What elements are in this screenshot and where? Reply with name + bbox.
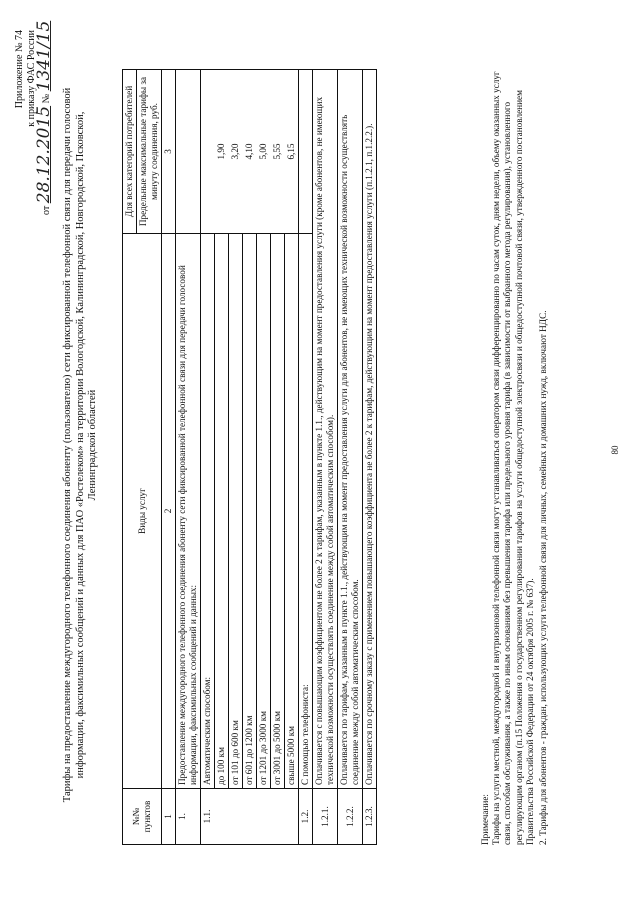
row-value (201, 70, 215, 234)
table-row (201, 70, 215, 845)
table-row (299, 70, 313, 845)
handwritten-date: 28.12.2015 (34, 105, 54, 204)
appendix-header (14, 20, 54, 215)
distance-value: 1,90 (215, 70, 229, 234)
distance-row (229, 70, 243, 845)
row-num (285, 789, 299, 845)
table-row (363, 70, 377, 845)
distance-label: от 101 до 600 км (229, 234, 243, 789)
date-prefix: от (41, 205, 52, 215)
distance-label: от 601 до 1200 км (243, 234, 257, 789)
row-num (229, 789, 243, 845)
header-service: Виды услуг (123, 234, 162, 789)
row-value (176, 70, 201, 234)
handwritten-number: 1341/15 (34, 20, 54, 92)
row-num: 1. (176, 789, 201, 845)
row-text: С помощью телефониста: (299, 234, 313, 789)
row-text: Автоматическим способом: (201, 234, 215, 789)
column-number-row (162, 70, 176, 845)
distance-row (243, 70, 257, 845)
distance-label: до 100 км (215, 234, 229, 789)
column-number-3: 3 (162, 70, 176, 234)
tariff-table (122, 69, 377, 845)
distance-value: 5,55 (271, 70, 285, 234)
distance-row (215, 70, 229, 845)
distance-label: от 3001 до 5000 км (271, 234, 285, 789)
distance-value: 4,10 (243, 70, 257, 234)
row-num (257, 789, 271, 845)
order-reference: к приказу ФАС России (26, 30, 37, 127)
row-num (243, 789, 257, 845)
row-num: 1.2. (299, 789, 313, 845)
row-text: Оплачивается по тарифам, указанным в пункте 1.1., действующим на момент предоставления услуги для абонентов, не имеющих технической возможности осуществлять соединение между собой автоматическим способом. (338, 70, 363, 789)
row-text: Предоставление междугородного телефонного соединения абоненту сети фиксированной телефонной связи для передачи голосовой информации, факсимильных сообщений и данных: (176, 234, 201, 789)
column-number-2: 2 (162, 234, 176, 789)
distance-label: свыше 5000 км (285, 234, 299, 789)
distance-value: 5,00 (257, 70, 271, 234)
distance-row (285, 70, 299, 845)
note-2: 2. Тарифы для абонентов - граждан, использующих услуги телефонной связи для личных, семейных и домашних нужд, включают НДС. (538, 310, 549, 845)
row-text: Оплачивается по срочному заказу с применением повышающего коэффициента не более 2 к тарифам, действующим на момент предоставления услуги (п.1.2.1, п.1.2.2.). (363, 70, 377, 789)
notes-block (480, 55, 549, 845)
page-number: 80 (610, 445, 620, 455)
row-num: 1.1. (201, 789, 215, 845)
header-num: №№ пунктов (123, 789, 162, 845)
row-num (215, 789, 229, 845)
header-price: Предельные максимальные тарифы за минуту соединения, руб. (137, 70, 162, 234)
notes-heading: Примечание: (480, 794, 490, 845)
row-num: 1.2.2. (338, 789, 363, 845)
document-title: Тарифы на предоставление междугородного телефонного соединения абоненту (пользователю) сети фиксированной телефонной связи для передачи голосовой информации, факсимильных сообщений и данных для ПАО «Ростелеком» на территории Вологодской, Калининградской, Новгородской, Псковской, Ленинградской областей (62, 87, 98, 803)
row-num (271, 789, 285, 845)
table-header-row (123, 70, 137, 845)
distance-value: 6,15 (285, 70, 299, 234)
table-row (176, 70, 201, 845)
order-date-line (34, 20, 54, 215)
table-row (313, 70, 338, 845)
column-number-1: 1 (162, 789, 176, 845)
row-num: 1.2.3. (363, 789, 377, 845)
appendix-number: Приложение № 74 (14, 30, 25, 109)
row-text: Оплачивается с повышающим коэффициентом не более 2 к тарифам, указанным в пункте 1.1., действующим на момент предоставления услуги (кроме абонентов, не имеющих технической возможности осуществлять соединение между собой автоматическим способом). (313, 70, 338, 789)
number-prefix: № (41, 93, 52, 104)
distance-value: 3,20 (229, 70, 243, 234)
header-group: Для всех категорий потребителей (123, 70, 137, 234)
distance-row (271, 70, 285, 845)
distance-row (257, 70, 271, 845)
row-num: 1.2.1. (313, 789, 338, 845)
distance-label: от 1201 до 3000 км (257, 234, 271, 789)
note-1: Тарифы на услуги местной, междугородной и внутризоновой телефонной связи могут устанавливаться оператором связи дифференцированно по часам суток, дням недели, объему оказанных услуг связи, способам обслуживания, а также по иным основаниям без превышения тарифа или предельного уровня тарифа (в зависимости от выбранного метода регулирования), установленного регулирующим органом (п.15 Положения о государственном регулировании тарифов на услуги общедоступной электросвязи и общедоступной почтовой связи, утвержденного постановлением Правительства Российской Федерации от 24 октября 2005 г. № 637). (491, 71, 535, 845)
table-row (338, 70, 363, 845)
row-value (299, 70, 313, 234)
